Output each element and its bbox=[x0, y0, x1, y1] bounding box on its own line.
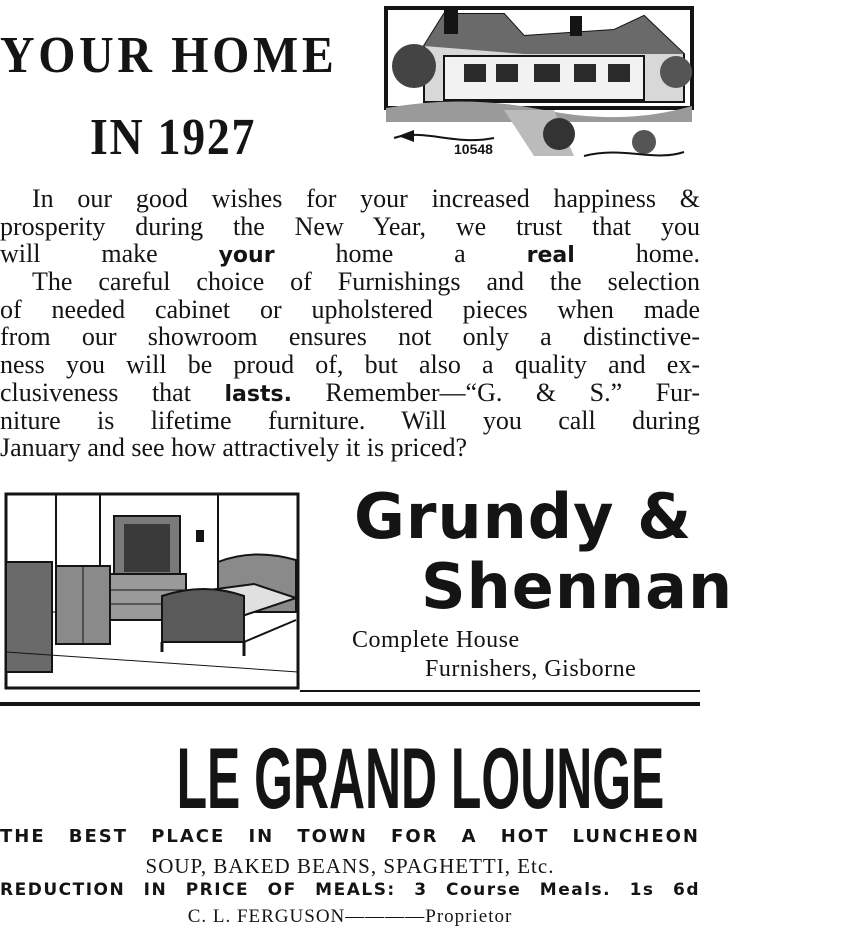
divider-thick bbox=[0, 702, 700, 706]
body-line: In our good wishes for your increased happiness & bbox=[32, 184, 700, 213]
lounge-reduction-line: REDUCTION IN PRICE OF MEALS: 3 Course Meals. 1s 6d bbox=[0, 880, 700, 900]
body-line: January and see how attractively it is priced? bbox=[0, 433, 468, 463]
headline-line-1: YOUR HOME bbox=[0, 27, 338, 84]
body-line: of needed cabinet or upholstered pieces when made bbox=[0, 294, 700, 324]
body-emphasis: real bbox=[526, 243, 575, 269]
body-line: prosperity during the New Year, we trust that you bbox=[0, 211, 700, 241]
body-fragment: Remember—“G. & S.” Fur- bbox=[291, 377, 700, 407]
body-fragment: home. bbox=[574, 239, 700, 269]
body-line: The careful choice of Furnishings and the selection bbox=[32, 267, 700, 297]
headline-line-2: IN 1927 bbox=[90, 109, 257, 166]
lounge-title-text: LE GRAND LOUNGE bbox=[176, 731, 665, 827]
body-line bbox=[0, 379, 700, 407]
bedroom-illustration bbox=[4, 492, 300, 692]
lounge-menu-line: SOUP, BAKED BEANS, SPAGHETTI, Etc. bbox=[145, 854, 555, 878]
lounge-title bbox=[0, 731, 700, 827]
company-name-line-2: Shennan bbox=[421, 550, 734, 623]
body-fragment: home a bbox=[274, 239, 527, 269]
body-line: ness you will be proud of, but also a quality and ex- bbox=[0, 350, 700, 380]
lounge-proprietor-line: C. L. FERGUSON————Proprietor bbox=[187, 906, 513, 927]
body-copy bbox=[0, 185, 700, 462]
body-emphasis: your bbox=[218, 243, 275, 269]
company-name-line-1: Grundy & bbox=[354, 480, 693, 553]
illustration-number: 10548 bbox=[454, 141, 493, 157]
body-fragment: will make bbox=[0, 239, 219, 269]
house-illustration bbox=[384, 6, 694, 176]
body-line bbox=[0, 240, 700, 268]
body-line: from our showroom ensures not only a distinctive- bbox=[0, 322, 700, 352]
body-fragment: clusiveness that bbox=[0, 377, 225, 407]
lounge-best-line: THE BEST PLACE IN TOWN FOR A HOT LUNCHEON bbox=[0, 826, 700, 847]
body-emphasis: lasts. bbox=[224, 381, 292, 407]
company-tagline-1: Complete House bbox=[352, 627, 520, 653]
company-tagline-2: Furnishers, Gisborne bbox=[425, 656, 637, 682]
divider-thin bbox=[300, 690, 700, 692]
body-line: niture is lifetime furniture. Will you call during bbox=[0, 405, 700, 435]
